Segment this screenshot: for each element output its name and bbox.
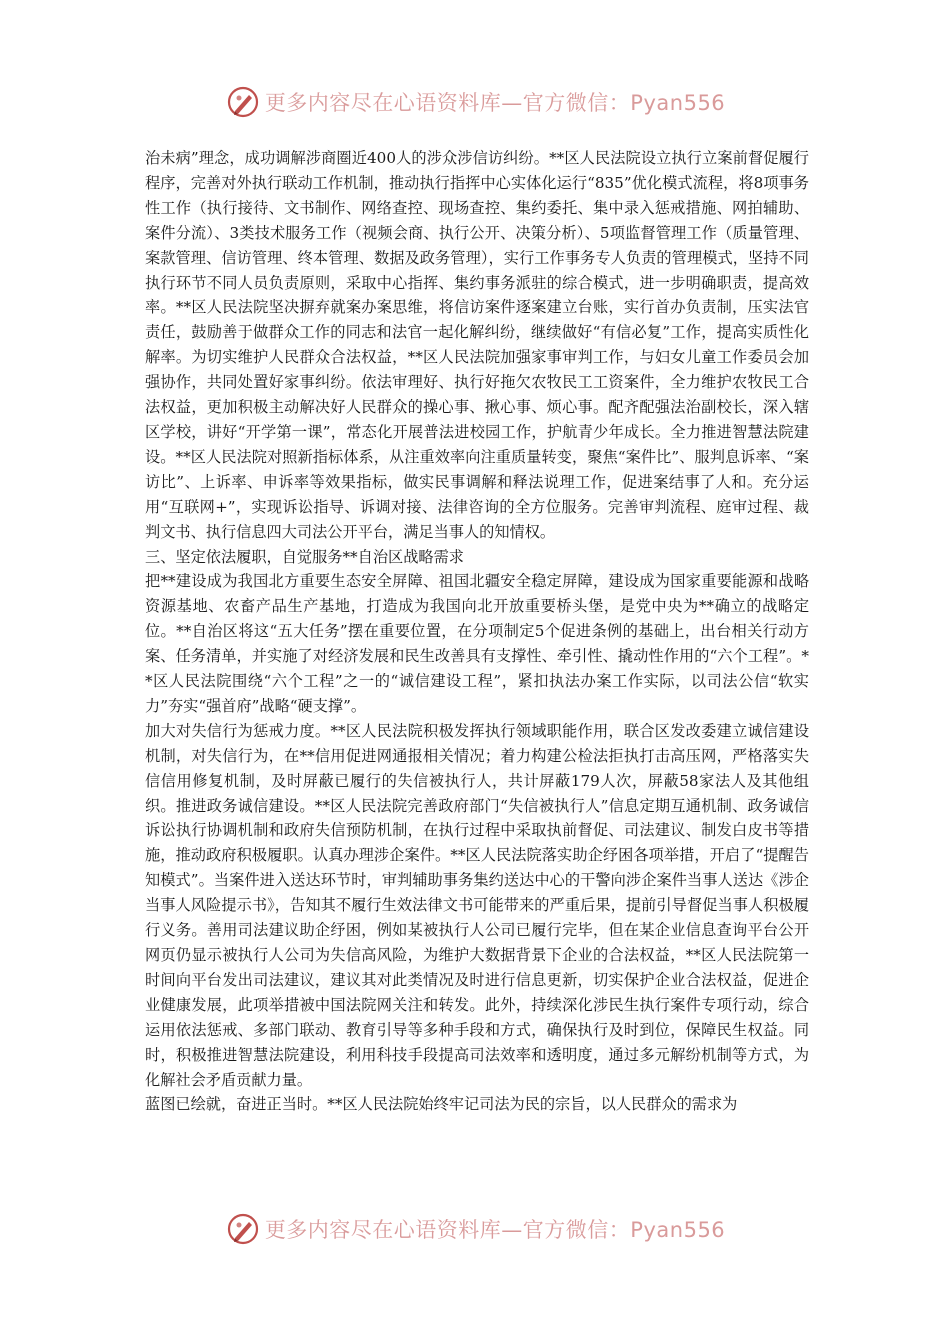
paragraph: 蓝图已绘就，奋进正当时。**区人民法院始终牢记司法为民的宗旨，以人民群众的需求为 xyxy=(145,1095,738,1114)
paragraph: 把**建设成为我国北方重要生态安全屏障、祖国北疆安全稳定屏障，建设成为国家重要能源和战略资源基地、农畜产品生产基地，打造成为我国向北开放重要桥头堡，是党中央为**确立的战略定位。**自治区将这“五大任务”摆在重要位置，在分项制定5个促进条例的基础上，出台相关行动方案、任务清单，并实施了对经济发展和民生改善具有支撑性、牵引性、撬动性作用的“六个工程”。**区人民法院围绕“六个工程”之一的“诚信建设工程”，紧扣执法办案工作实际，以司法公信“软实力”夯实“强首府”战略“硬支撑”。 xyxy=(145,572,809,715)
pen-logo-icon xyxy=(225,1211,261,1247)
section-heading: 三、坚定依法履职，自觉服务**自治区战略需求 xyxy=(145,547,464,566)
pen-logo-icon xyxy=(225,84,261,120)
document-body xyxy=(145,146,809,1117)
header-watermark-banner xyxy=(0,80,950,124)
paragraph: 加大对失信行为惩戒力度。**区人民法院积极发挥执行领域职能作用，联合区发改委建立诚信建设机制，对失信行为，在**信用促进网通报相关情况；着力构建公检法拒执打击高压网，严格落实失信信用修复机制，及时屏蔽已履行的失信被执行人，共计屏蔽179人次，屏蔽58家法人及其他组织。推进政务诚信建设。**区人民法院完善政府部门“失信被执行人”信息定期互通机制、政务诚信诉讼执行协调机制和政府失信预防机制，在执行过程中采取执前督促、司法建议、制发白皮书等措施，推动政府积极履职。认真办理涉企案件。**区人民法院落实助企纾困各项举措，开启了“提醒告知模式”。当案件进入送达环节时，审判辅助事务集约送达中心的干警向涉企案件当事人送达《涉企当事人风险提示书》，告知其不履行生效法律文书可能带来的严重后果，提前引导督促当事人积极履行义务。善用司法建议助企纾困，例如某被执行人公司已履行完毕，但在某企业信息查询平台公开网页仍显示被执行人公司为失信高风险，为维护大数据背景下企业的合法权益，**区人民法院第一时间向平台发出司法建议，建议其对此类情况及时进行信息更新，切实保护企业合法权益，促进企业健康发展，此项举措被中国法院网关注和转发。此外，持续深化涉民生执行案件专项行动，综合运用依法惩戒、多部门联动、教育引导等多种手段和方式，确保执行及时到位，保障民生权益。同时，积极推进智慧法院建设，利用科技手段提高司法效率和透明度，通过多元解纷机制等方式，为化解社会矛盾贡献力量。 xyxy=(145,721,809,1089)
footer-watermark-text: 更多内容尽在心语资料库—官方微信：Pyan556 xyxy=(264,1218,726,1242)
footer-watermark-banner xyxy=(0,1207,950,1251)
header-watermark-text: 更多内容尽在心语资料库—官方微信：Pyan556 xyxy=(264,91,726,115)
paragraph: 治未病”理念，成功调解涉商圈近400人的涉众涉信访纠纷。**区人民法院设立执行立案前督促履行程序，完善对外执行联动工作机制，推动执行指挥中心实体化运行“835”优化模式流程，将8项事务性工作（执行接待、文书制作、网络查控、现场查控、集约委托、集中录入惩戒措施、网拍辅助、案件分流）、3类技术服务工作（视频会商、执行公开、决策分析）、5项监督管理工作（质量管理、案款管理、信访管理、终本管理、数据及政务管理），实行工作事务专人负责的管理模式，坚持不同执行环节不同人员负责原则，采取中心指挥、集约事务派驻的综合模式，进一步明确职责，提高效率。**区人民法院坚决摒弃就案办案思维，将信访案件逐案建立台账，实行首办负责制，压实法官责任，鼓励善于做群众工作的同志和法官一起化解纠纷，继续做好“有信必复”工作，提高实质性化解率。为切实维护人民群众合法权益，**区人民法院加强家事审判工作，与妇女儿童工作委员会加强协作，共同处置好家事纠纷。依法审理好、执行好拖欠农牧民工工资案件，全力维护农牧民工合法权益，更加积极主动解决好人民群众的操心事、揪心事、烦心事。配齐配强法治副校长，深入辖区学校，讲好“开学第一课”，常态化开展普法进校园工作，护航青少年成长。全力推进智慧法院建设。**区人民法院对照新指标体系，从注重效率向注重质量转变，聚焦“案件比”、服判息诉率、“案访比”、上诉率、申诉率等效果指标，做实民事调解和释法说理工作，促进案结事了人和。充分运用“互联网+”，实现诉讼指导、诉调对接、法律咨询的全方位服务。完善审判流程、庭审过程、裁判文书、执行信息四大司法公开平台，满足当事人的知情权。 xyxy=(145,149,809,541)
